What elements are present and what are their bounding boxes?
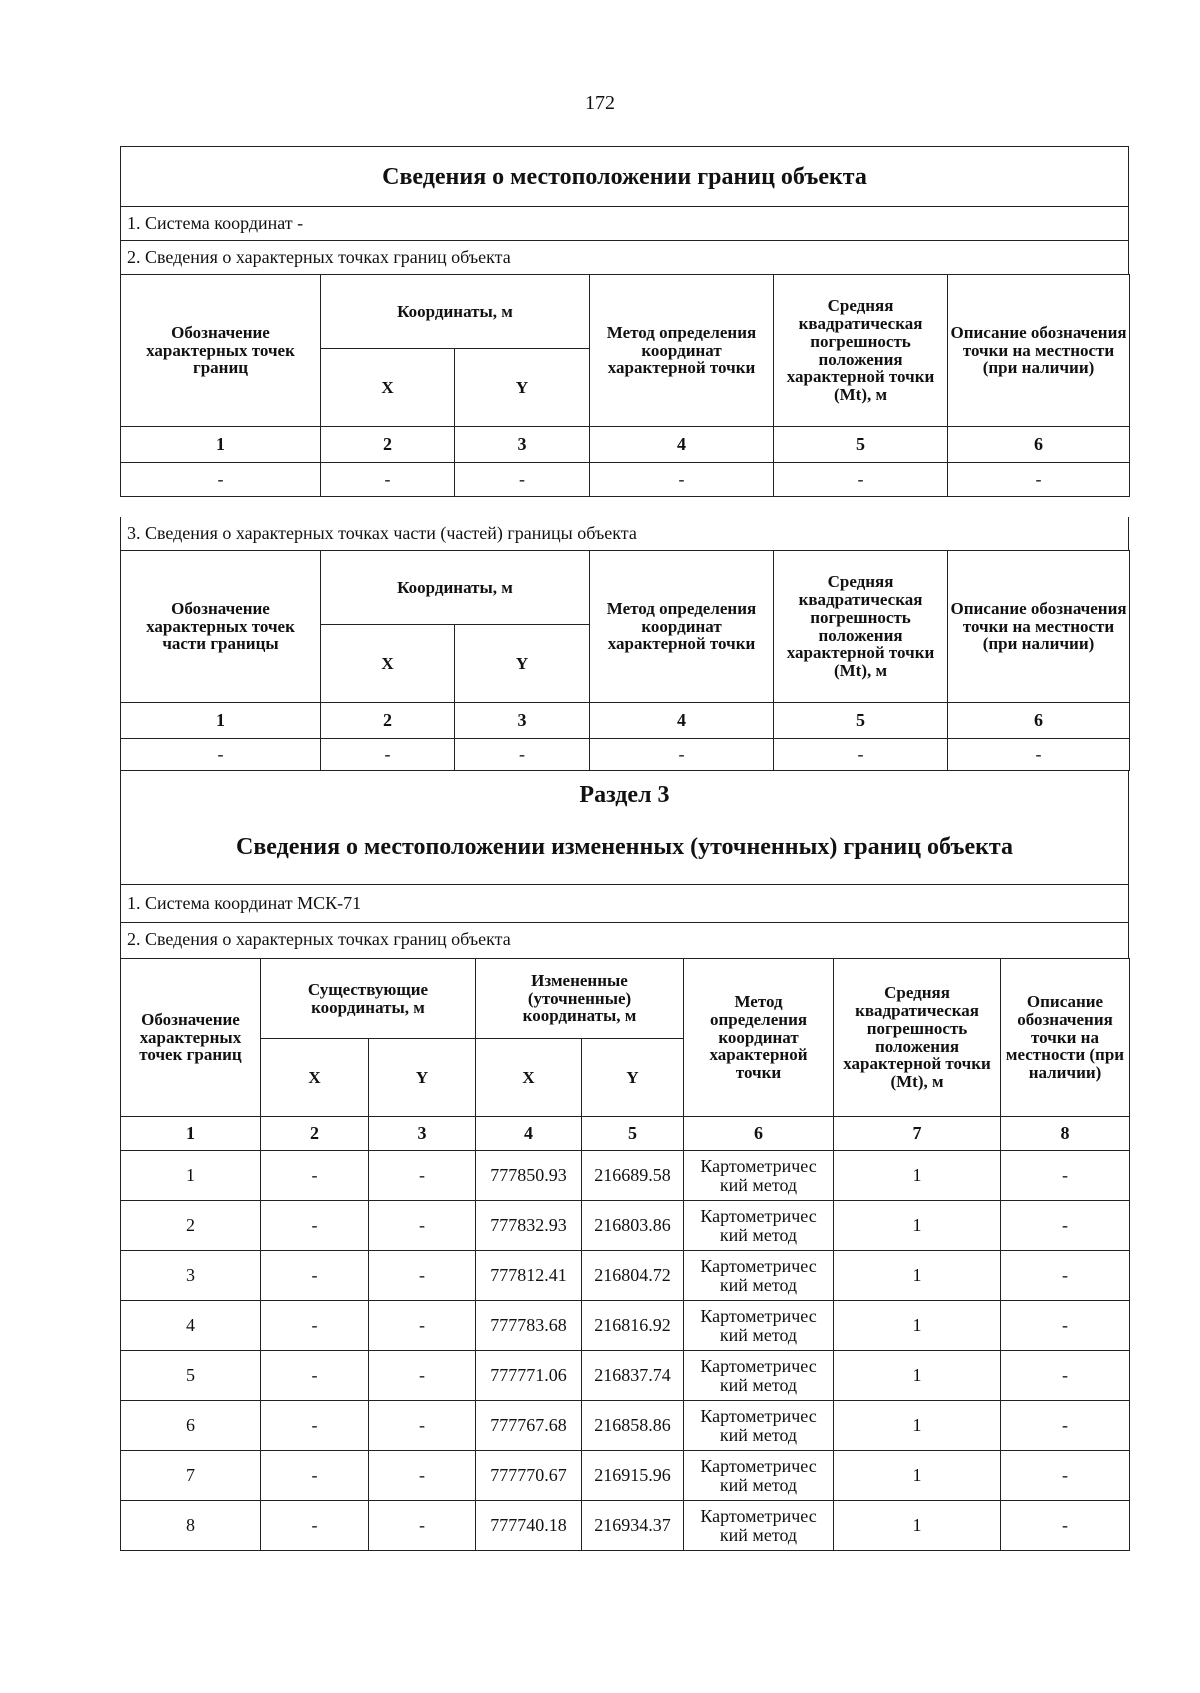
header-coords: Координаты, м xyxy=(321,275,590,349)
changed-y: 216816.92 xyxy=(582,1301,684,1351)
table-row xyxy=(121,1501,1130,1551)
table-row xyxy=(121,1251,1130,1301)
changed-x: 777767.68 xyxy=(476,1401,582,1451)
description: - xyxy=(1001,1351,1130,1401)
col-number: 1 xyxy=(121,703,321,739)
header-y: Y xyxy=(582,1039,684,1117)
description: - xyxy=(1001,1201,1130,1251)
description: - xyxy=(1001,1301,1130,1351)
method: Картометричес кий метод xyxy=(684,1451,834,1501)
method: Картометричес кий метод xyxy=(684,1151,834,1201)
col-number: 4 xyxy=(476,1117,582,1151)
col-number: 6 xyxy=(684,1117,834,1151)
error: 1 xyxy=(834,1201,1001,1251)
error: 1 xyxy=(834,1301,1001,1351)
point-id: 1 xyxy=(121,1151,261,1201)
header-x: X xyxy=(476,1039,582,1117)
section1-title: Сведения о местоположении границ объекта xyxy=(120,146,1129,206)
header-description: Описание обозначения точки на местности (при наличии) xyxy=(948,551,1130,703)
page-number: 172 xyxy=(585,92,615,114)
existing-x: - xyxy=(261,1451,369,1501)
existing-y: - xyxy=(369,1451,476,1501)
existing-x: - xyxy=(261,1151,369,1201)
section3-label: Раздел 3 xyxy=(579,782,670,808)
error: 1 xyxy=(834,1401,1001,1451)
table-row xyxy=(121,1351,1130,1401)
method: Картометричес кий метод xyxy=(684,1251,834,1301)
description: - xyxy=(1001,1401,1130,1451)
table-cell: - xyxy=(455,739,590,771)
header-x: X xyxy=(321,625,455,703)
error: 1 xyxy=(834,1501,1001,1551)
point-id: 5 xyxy=(121,1351,261,1401)
error: 1 xyxy=(834,1251,1001,1301)
section3-header xyxy=(120,770,1129,884)
error: 1 xyxy=(834,1451,1001,1501)
header-method: Метод определения координат характерной точки xyxy=(590,275,774,427)
section1-parts-table xyxy=(120,550,1130,771)
description: - xyxy=(1001,1151,1130,1201)
description: - xyxy=(1001,1451,1130,1501)
table-row xyxy=(121,1201,1130,1251)
method: Картометричес кий метод xyxy=(684,1301,834,1351)
section1-points-heading: 2. Сведения о характерных точках границ объекта xyxy=(120,240,1129,274)
col-number: 1 xyxy=(121,1117,261,1151)
col-number: 5 xyxy=(774,703,948,739)
section3-title: Сведения о местоположении измененных (уточненных) границ объекта xyxy=(235,834,1014,860)
changed-y: 216858.86 xyxy=(582,1401,684,1451)
changed-x: 777783.68 xyxy=(476,1301,582,1351)
description: - xyxy=(1001,1501,1130,1551)
changed-y: 216934.37 xyxy=(582,1501,684,1551)
header-error: Средняя квадратическая погрешность положения характерной точки (Mt), м xyxy=(834,959,1001,1117)
col-number: 6 xyxy=(948,427,1130,463)
method: Картометричес кий метод xyxy=(684,1501,834,1551)
point-id: 2 xyxy=(121,1201,261,1251)
changed-x: 777771.06 xyxy=(476,1351,582,1401)
section3-coord-system: 1. Система координат МСК-71 xyxy=(120,884,1129,922)
changed-y: 216804.72 xyxy=(582,1251,684,1301)
col-number: 8 xyxy=(1001,1117,1130,1151)
section3-points-heading: 2. Сведения о характерных точках границ объекта xyxy=(120,922,1129,958)
col-number: 2 xyxy=(261,1117,369,1151)
error: 1 xyxy=(834,1351,1001,1401)
col-number: 1 xyxy=(121,427,321,463)
section1-points-table xyxy=(120,274,1130,497)
header-designation: Обозначение характерных точек части границы xyxy=(121,551,321,703)
existing-x: - xyxy=(261,1201,369,1251)
header-method: Метод определения координат характерной точки xyxy=(684,959,834,1117)
table-row xyxy=(121,1151,1130,1201)
col-number: 4 xyxy=(590,427,774,463)
existing-x: - xyxy=(261,1351,369,1401)
changed-x: 777740.18 xyxy=(476,1501,582,1551)
header-designation: Обозначение характерных точек границ xyxy=(121,959,261,1117)
table-row xyxy=(121,1401,1130,1451)
table-row xyxy=(121,1301,1130,1351)
table-cell: - xyxy=(774,463,948,497)
header-x: X xyxy=(321,349,455,427)
table-cell: - xyxy=(948,739,1130,771)
existing-y: - xyxy=(369,1151,476,1201)
changed-y: 216689.58 xyxy=(582,1151,684,1201)
changed-y: 216803.86 xyxy=(582,1201,684,1251)
section1-parts-heading: 3. Сведения о характерных точках части (частей) границы объекта xyxy=(120,517,1129,551)
col-number: 4 xyxy=(590,703,774,739)
col-number: 7 xyxy=(834,1117,1001,1151)
changed-x: 777850.93 xyxy=(476,1151,582,1201)
changed-x: 777812.41 xyxy=(476,1251,582,1301)
section3-points-table xyxy=(120,958,1130,1551)
existing-y: - xyxy=(369,1501,476,1551)
existing-x: - xyxy=(261,1401,369,1451)
table-cell: - xyxy=(590,463,774,497)
col-number: 2 xyxy=(321,703,455,739)
section1-coord-system: 1. Система координат - xyxy=(120,206,1129,240)
description: - xyxy=(1001,1251,1130,1301)
existing-y: - xyxy=(369,1401,476,1451)
col-number: 6 xyxy=(948,703,1130,739)
header-y: Y xyxy=(369,1039,476,1117)
col-number: 3 xyxy=(455,427,590,463)
table-cell: - xyxy=(321,739,455,771)
table-cell: - xyxy=(321,463,455,497)
header-y: Y xyxy=(455,625,590,703)
header-description: Описание обозначения точки на местности (при наличии) xyxy=(948,275,1130,427)
changed-x: 777832.93 xyxy=(476,1201,582,1251)
table-cell: - xyxy=(121,739,321,771)
existing-x: - xyxy=(261,1301,369,1351)
header-error: Средняя квадратическая погрешность положения характерной точки (Mt), м xyxy=(774,275,948,427)
table-cell: - xyxy=(590,739,774,771)
col-number: 3 xyxy=(369,1117,476,1151)
header-x: X xyxy=(261,1039,369,1117)
existing-y: - xyxy=(369,1351,476,1401)
point-id: 6 xyxy=(121,1401,261,1451)
error: 1 xyxy=(834,1151,1001,1201)
existing-y: - xyxy=(369,1251,476,1301)
header-error: Средняя квадратическая погрешность положения характерной точки (Mt), м xyxy=(774,551,948,703)
header-y: Y xyxy=(455,349,590,427)
method: Картометричес кий метод xyxy=(684,1401,834,1451)
table-cell: - xyxy=(455,463,590,497)
table-cell: - xyxy=(774,739,948,771)
col-number: 2 xyxy=(321,427,455,463)
point-id: 7 xyxy=(121,1451,261,1501)
point-id: 4 xyxy=(121,1301,261,1351)
table-cell: - xyxy=(121,463,321,497)
header-description: Описание обозначения точки на местности (при наличии) xyxy=(1001,959,1130,1117)
existing-y: - xyxy=(369,1301,476,1351)
method: Картометричес кий метод xyxy=(684,1201,834,1251)
header-changed-coords: Измененные (уточненные) координаты, м xyxy=(476,959,684,1039)
col-number: 5 xyxy=(582,1117,684,1151)
table-cell: - xyxy=(948,463,1130,497)
header-existing-coords: Существующие координаты, м xyxy=(261,959,476,1039)
col-number: 3 xyxy=(455,703,590,739)
table-row xyxy=(121,1451,1130,1501)
changed-y: 216837.74 xyxy=(582,1351,684,1401)
changed-x: 777770.67 xyxy=(476,1451,582,1501)
method: Картометричес кий метод xyxy=(684,1351,834,1401)
existing-y: - xyxy=(369,1201,476,1251)
existing-x: - xyxy=(261,1251,369,1301)
point-id: 8 xyxy=(121,1501,261,1551)
existing-x: - xyxy=(261,1501,369,1551)
header-coords: Координаты, м xyxy=(321,551,590,625)
col-number: 5 xyxy=(774,427,948,463)
point-id: 3 xyxy=(121,1251,261,1301)
header-designation: Обозначение характерных точек границ xyxy=(121,275,321,427)
header-method: Метод определения координат характерной точки xyxy=(590,551,774,703)
changed-y: 216915.96 xyxy=(582,1451,684,1501)
